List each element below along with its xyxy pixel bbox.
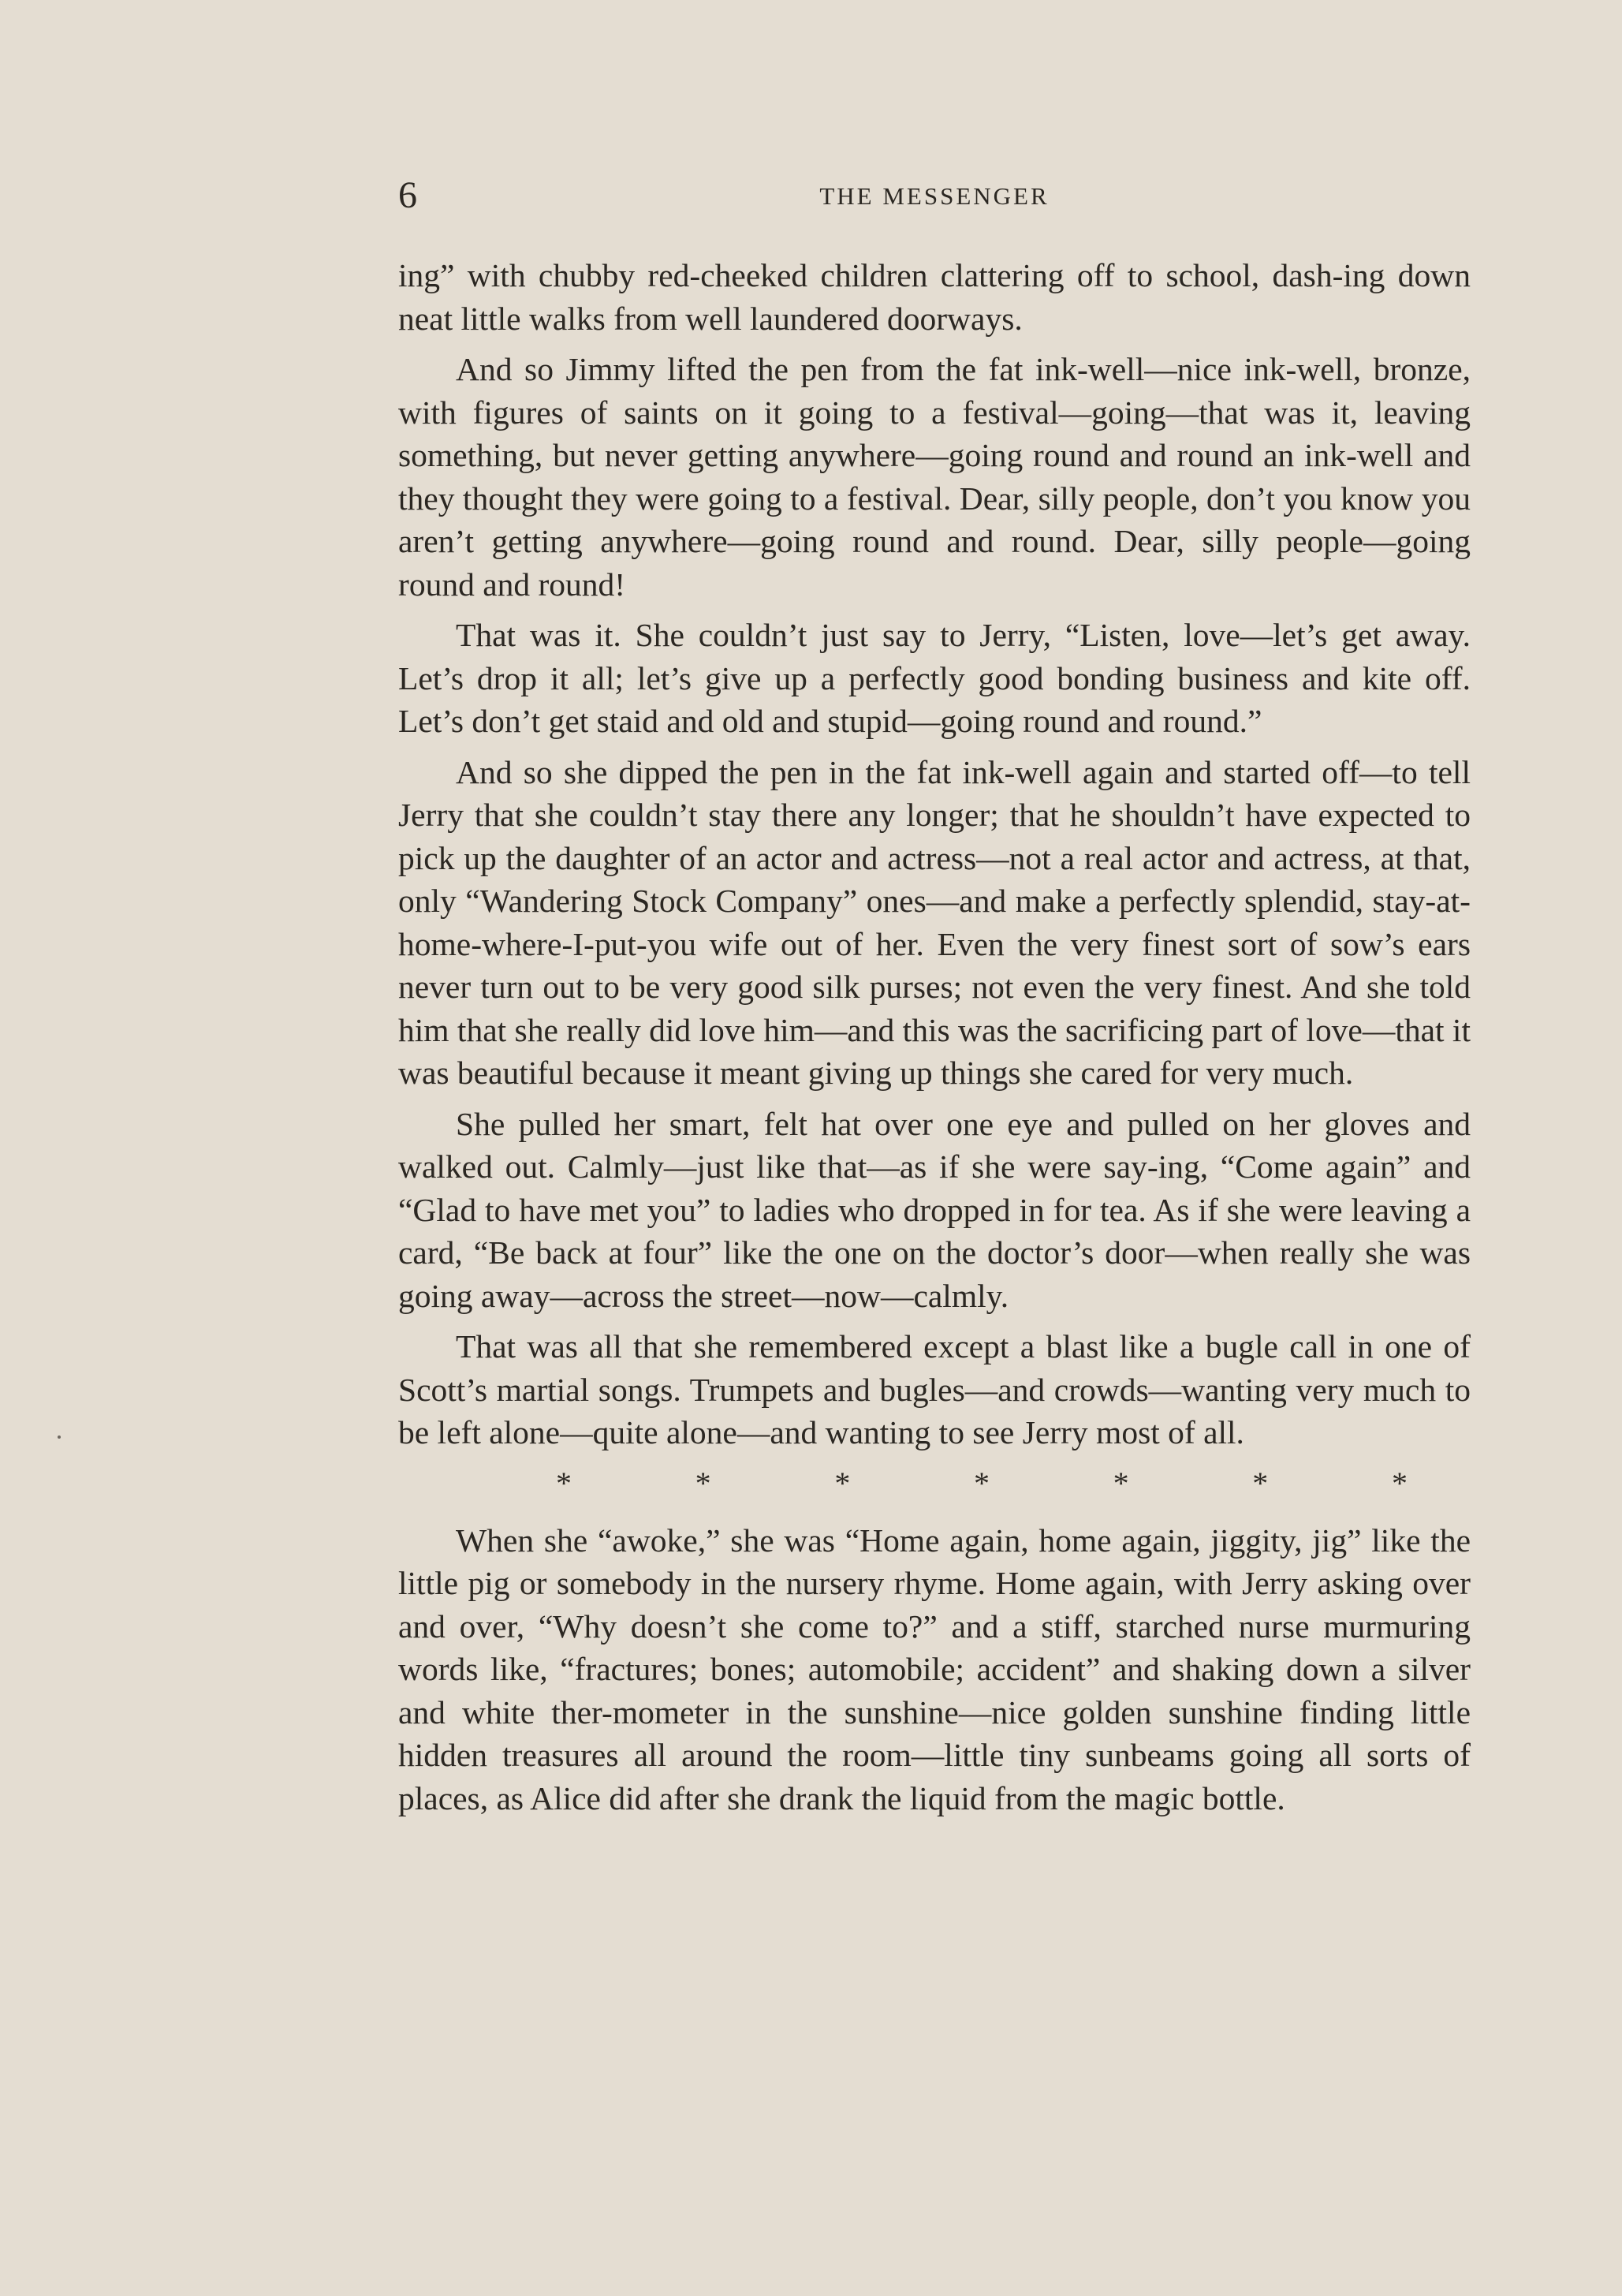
body-text bbox=[398, 254, 1471, 1827]
asterisk: * bbox=[1252, 1465, 1269, 1501]
page-header bbox=[398, 172, 1471, 219]
asterisk: * bbox=[695, 1465, 711, 1501]
asterisk: * bbox=[556, 1465, 572, 1501]
paragraph: She pulled her smart, felt hat over one eye and pulled on her gloves and walked out. Calmly—just like that—as if she were say-ing, “Come again” and “Glad to have met you” to ladies who dropped in for tea. As if she were leaving a card, “Be back at four” like the one on the doctor’s door—when really she was going away—across the street—now—calmly. bbox=[398, 1105, 1471, 1314]
paragraph: That was all that she remembered except a blast like a bugle call in one of Scott’s martial songs. Trumpets and bugles—and crowds—wanting very much to be left alone—quite alone—and wanting to see Jerry most of all. bbox=[398, 1328, 1471, 1450]
paragraph: That was it. She couldn’t just say to Jerry, “Listen, love—let’s get away. Let’s drop it all; let’s give up a perfectly good bonding business and kite off. Let’s don’t get staid and old and stupid—going round and round.” bbox=[398, 617, 1471, 739]
section-break bbox=[398, 1462, 1471, 1505]
paper-speck bbox=[58, 1435, 61, 1439]
asterisk: * bbox=[1391, 1465, 1408, 1501]
page-number: 6 bbox=[398, 174, 417, 216]
paragraph: And so Jimmy lifted the pen from the fat ink-well—nice ink-well, bronze, with figures of saints on it going to a festival—going—that was it, leaving something, but never getting anywhere—going round and round an ink-well and they thought they were going to a festival. Dear, silly people, don’t you know you aren’t getting anywhere—going round and round. Dear, silly people—going round and round! bbox=[398, 351, 1471, 603]
asterisk: * bbox=[973, 1465, 990, 1501]
paragraph: ing” with chubby red-cheeked children clattering off to school, dash-ing down neat little walks from well laundered doorways. bbox=[398, 257, 1471, 337]
paragraph: When she “awoke,” she was “Home again, home again, jiggity, jig” like the little pig or somebody in the nursery rhyme. Home again, with Jerry asking over and over, “Why doesn’t she come to?” and a stiff, starched nurse murmuring words like, “fractures; bones; automobile; accident” and shaking down a silver and white ther-mometer in the sunshine—nice golden sunshine finding little hidden treasures all around the room—little tiny sunbeams going all sorts of places, as Alice did after she drank the liquid from the magic bottle. bbox=[398, 1521, 1471, 1816]
asterisk: * bbox=[1113, 1465, 1129, 1501]
running-head: THE MESSENGER bbox=[819, 182, 1050, 210]
asterisk: * bbox=[834, 1465, 851, 1501]
paragraph: And so she dipped the pen in the fat ink-well again and started off—to tell Jerry that she couldn’t stay there any longer; that he shouldn’t have expected to pick up the daughter of an actor and actress—not a real actor and actress, at that, only “Wandering Stock Company” ones—and make a perfectly splendid, stay-at-home-where-I-put-you wife out of her. Even the very finest sort of sow’s ears never turn out to be very good silk purses; not even the very finest. And she told him that she really did love him—and this was the sacrificing part of love—that it was beautiful because it meant giving up things she cared for very much. bbox=[398, 753, 1471, 1091]
